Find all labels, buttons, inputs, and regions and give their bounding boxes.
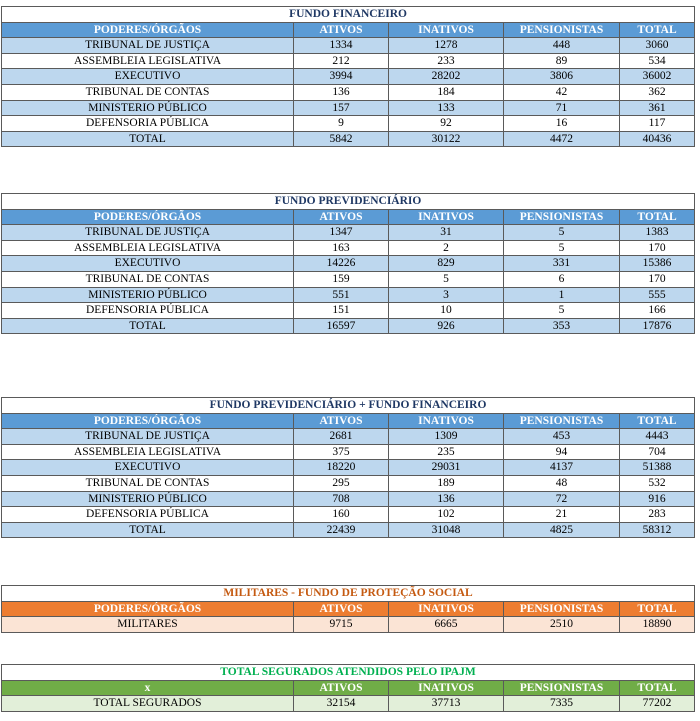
row-label: TRIBUNAL DE CONTAS — [2, 271, 294, 287]
table-cell: 18890 — [620, 617, 695, 633]
table-cell: 3 — [389, 287, 504, 303]
table-cell: 184 — [389, 84, 504, 100]
total-label: TOTAL — [2, 522, 294, 538]
table-row — [2, 116, 695, 132]
table-cell: 448 — [504, 38, 620, 54]
table-cell: 453 — [504, 429, 620, 445]
table-row — [2, 271, 695, 287]
table-cell: 133 — [389, 100, 504, 116]
table-cell: 72 — [504, 491, 620, 507]
table-cell: 534 — [620, 53, 695, 69]
table-cell: 32154 — [294, 696, 389, 712]
column-header: ATIVOS — [294, 413, 389, 429]
table-cell: 29031 — [389, 460, 504, 476]
table-cell: 1347 — [294, 225, 389, 241]
column-header: PODERES/ÓRGÃOS — [2, 601, 294, 617]
table-cell: 15386 — [620, 256, 695, 272]
column-header: TOTAL — [620, 680, 695, 696]
row-label: TOTAL SEGURADOS — [2, 696, 294, 712]
column-header: ATIVOS — [294, 601, 389, 617]
table-cell: 829 — [389, 256, 504, 272]
total-row — [2, 131, 695, 147]
table-title: FUNDO FINANCEIRO — [2, 7, 695, 23]
table-cell: 4137 — [504, 460, 620, 476]
table-cell: 5 — [504, 225, 620, 241]
row-label: TRIBUNAL DE CONTAS — [2, 84, 294, 100]
table-cell: 71 — [504, 100, 620, 116]
table-cell: 37713 — [389, 696, 504, 712]
fundo-financeiro-table — [1, 6, 695, 147]
table-cell: 151 — [294, 303, 389, 319]
table-cell: 28202 — [389, 69, 504, 85]
row-label: EXECUTIVO — [2, 256, 294, 272]
table-title: FUNDO PREVIDENCIÁRIO — [2, 194, 695, 210]
table-cell: 21 — [504, 507, 620, 523]
total-cell: 17876 — [620, 318, 695, 334]
militares-table — [1, 585, 695, 633]
total-cell: 22439 — [294, 522, 389, 538]
table-cell: 362 — [620, 84, 695, 100]
fundo-previdenciario-table — [1, 193, 695, 334]
row-label: DEFENSORIA PÚBLICA — [2, 303, 294, 319]
table-cell: 1309 — [389, 429, 504, 445]
total-label: TOTAL — [2, 131, 294, 147]
table-cell: 4443 — [620, 429, 695, 445]
table-cell: 6 — [504, 271, 620, 287]
table-row — [2, 303, 695, 319]
table-cell: 157 — [294, 100, 389, 116]
table-cell: 170 — [620, 240, 695, 256]
column-header: x — [2, 680, 294, 696]
total-segurados-table — [1, 664, 695, 712]
table-cell: 89 — [504, 53, 620, 69]
table-cell: 160 — [294, 507, 389, 523]
total-cell: 58312 — [620, 522, 695, 538]
table-cell: 16 — [504, 116, 620, 132]
table-cell: 170 — [620, 271, 695, 287]
table-cell: 9 — [294, 116, 389, 132]
row-label: ASSEMBLEIA LEGISLATIVA — [2, 240, 294, 256]
table-cell: 9715 — [294, 617, 389, 633]
table-cell: 3060 — [620, 38, 695, 54]
total-cell: 353 — [504, 318, 620, 334]
table-row — [2, 38, 695, 54]
column-header: TOTAL — [620, 209, 695, 225]
column-header: PENSIONISTAS — [504, 22, 620, 38]
column-header: ATIVOS — [294, 22, 389, 38]
table-cell: 704 — [620, 444, 695, 460]
table-cell: 14226 — [294, 256, 389, 272]
table-row — [2, 429, 695, 445]
column-header: PENSIONISTAS — [504, 601, 620, 617]
column-header: INATIVOS — [389, 601, 504, 617]
table-cell: 295 — [294, 475, 389, 491]
table-cell: 18220 — [294, 460, 389, 476]
table-cell: 42 — [504, 84, 620, 100]
table-row — [2, 287, 695, 303]
table-cell: 31 — [389, 225, 504, 241]
row-label: TRIBUNAL DE JUSTIÇA — [2, 225, 294, 241]
total-cell: 40436 — [620, 131, 695, 147]
table-title: MILITARES - FUNDO DE PROTEÇÃO SOCIAL — [2, 586, 695, 602]
total-cell: 31048 — [389, 522, 504, 538]
table-cell: 708 — [294, 491, 389, 507]
row-label: ASSEMBLEIA LEGISLATIVA — [2, 53, 294, 69]
column-header: PENSIONISTAS — [504, 413, 620, 429]
table-cell: 94 — [504, 444, 620, 460]
table-cell: 375 — [294, 444, 389, 460]
table-row — [2, 53, 695, 69]
table-cell: 2681 — [294, 429, 389, 445]
table-row — [2, 696, 695, 712]
table-row — [2, 256, 695, 272]
column-header: INATIVOS — [389, 209, 504, 225]
table-cell: 102 — [389, 507, 504, 523]
table-cell: 5 — [504, 240, 620, 256]
total-cell: 5842 — [294, 131, 389, 147]
total-row — [2, 522, 695, 538]
table-cell: 6665 — [389, 617, 504, 633]
table-row — [2, 475, 695, 491]
total-cell: 4472 — [504, 131, 620, 147]
column-header: INATIVOS — [389, 413, 504, 429]
row-label: MINISTERIO PÚBLICO — [2, 491, 294, 507]
column-header: PODERES/ÓRGÃOS — [2, 209, 294, 225]
table-row — [2, 100, 695, 116]
table-row — [2, 491, 695, 507]
column-header: PENSIONISTAS — [504, 209, 620, 225]
table-cell: 555 — [620, 287, 695, 303]
row-label: MINISTERIO PÚBLICO — [2, 287, 294, 303]
table-cell: 10 — [389, 303, 504, 319]
table-cell: 189 — [389, 475, 504, 491]
row-label: MILITARES — [2, 617, 294, 633]
total-cell: 16597 — [294, 318, 389, 334]
fundo-combinado-table — [1, 397, 695, 538]
table-cell: 48 — [504, 475, 620, 491]
table-cell: 7335 — [504, 696, 620, 712]
table-cell: 51388 — [620, 460, 695, 476]
table-cell: 117 — [620, 116, 695, 132]
table-cell: 235 — [389, 444, 504, 460]
table-cell: 92 — [389, 116, 504, 132]
row-label: MINISTERIO PÚBLICO — [2, 100, 294, 116]
column-header: ATIVOS — [294, 680, 389, 696]
table-row — [2, 225, 695, 241]
table-cell: 36002 — [620, 69, 695, 85]
row-label: DEFENSORIA PÚBLICA — [2, 507, 294, 523]
column-header: TOTAL — [620, 601, 695, 617]
total-cell: 926 — [389, 318, 504, 334]
row-label: TRIBUNAL DE JUSTIÇA — [2, 429, 294, 445]
table-cell: 233 — [389, 53, 504, 69]
table-title: TOTAL SEGURADOS ATENDIDOS PELO IPAJM — [2, 665, 695, 681]
table-cell: 2 — [389, 240, 504, 256]
table-cell: 916 — [620, 491, 695, 507]
table-cell: 1278 — [389, 38, 504, 54]
table-row — [2, 240, 695, 256]
table-cell: 532 — [620, 475, 695, 491]
table-cell: 1383 — [620, 225, 695, 241]
table-cell: 551 — [294, 287, 389, 303]
table-cell: 361 — [620, 100, 695, 116]
table-cell: 5 — [504, 303, 620, 319]
table-cell: 5 — [389, 271, 504, 287]
column-header: TOTAL — [620, 22, 695, 38]
total-cell: 30122 — [389, 131, 504, 147]
row-label: EXECUTIVO — [2, 69, 294, 85]
column-header: PENSIONISTAS — [504, 680, 620, 696]
table-cell: 159 — [294, 271, 389, 287]
column-header: TOTAL — [620, 413, 695, 429]
total-label: TOTAL — [2, 318, 294, 334]
table-row — [2, 444, 695, 460]
table-cell: 1 — [504, 287, 620, 303]
column-header: PODERES/ÓRGÃOS — [2, 413, 294, 429]
table-cell: 3994 — [294, 69, 389, 85]
total-row — [2, 318, 695, 334]
table-cell: 77202 — [620, 696, 695, 712]
table-cell: 166 — [620, 303, 695, 319]
table-title: FUNDO PREVIDENCIÁRIO + FUNDO FINANCEIRO — [2, 398, 695, 414]
row-label: TRIBUNAL DE JUSTIÇA — [2, 38, 294, 54]
table-cell: 3806 — [504, 69, 620, 85]
column-header: PODERES/ÓRGÃOS — [2, 22, 294, 38]
table-row — [2, 84, 695, 100]
table-cell: 212 — [294, 53, 389, 69]
table-cell: 2510 — [504, 617, 620, 633]
table-cell: 136 — [294, 84, 389, 100]
table-row — [2, 617, 695, 633]
row-label: ASSEMBLEIA LEGISLATIVA — [2, 444, 294, 460]
column-header: INATIVOS — [389, 680, 504, 696]
table-cell: 331 — [504, 256, 620, 272]
table-row — [2, 460, 695, 476]
table-cell: 283 — [620, 507, 695, 523]
table-cell: 1334 — [294, 38, 389, 54]
row-label: EXECUTIVO — [2, 460, 294, 476]
total-cell: 4825 — [504, 522, 620, 538]
table-row — [2, 69, 695, 85]
column-header: INATIVOS — [389, 22, 504, 38]
column-header: ATIVOS — [294, 209, 389, 225]
table-cell: 163 — [294, 240, 389, 256]
row-label: DEFENSORIA PÚBLICA — [2, 116, 294, 132]
row-label: TRIBUNAL DE CONTAS — [2, 475, 294, 491]
table-cell: 136 — [389, 491, 504, 507]
table-row — [2, 507, 695, 523]
